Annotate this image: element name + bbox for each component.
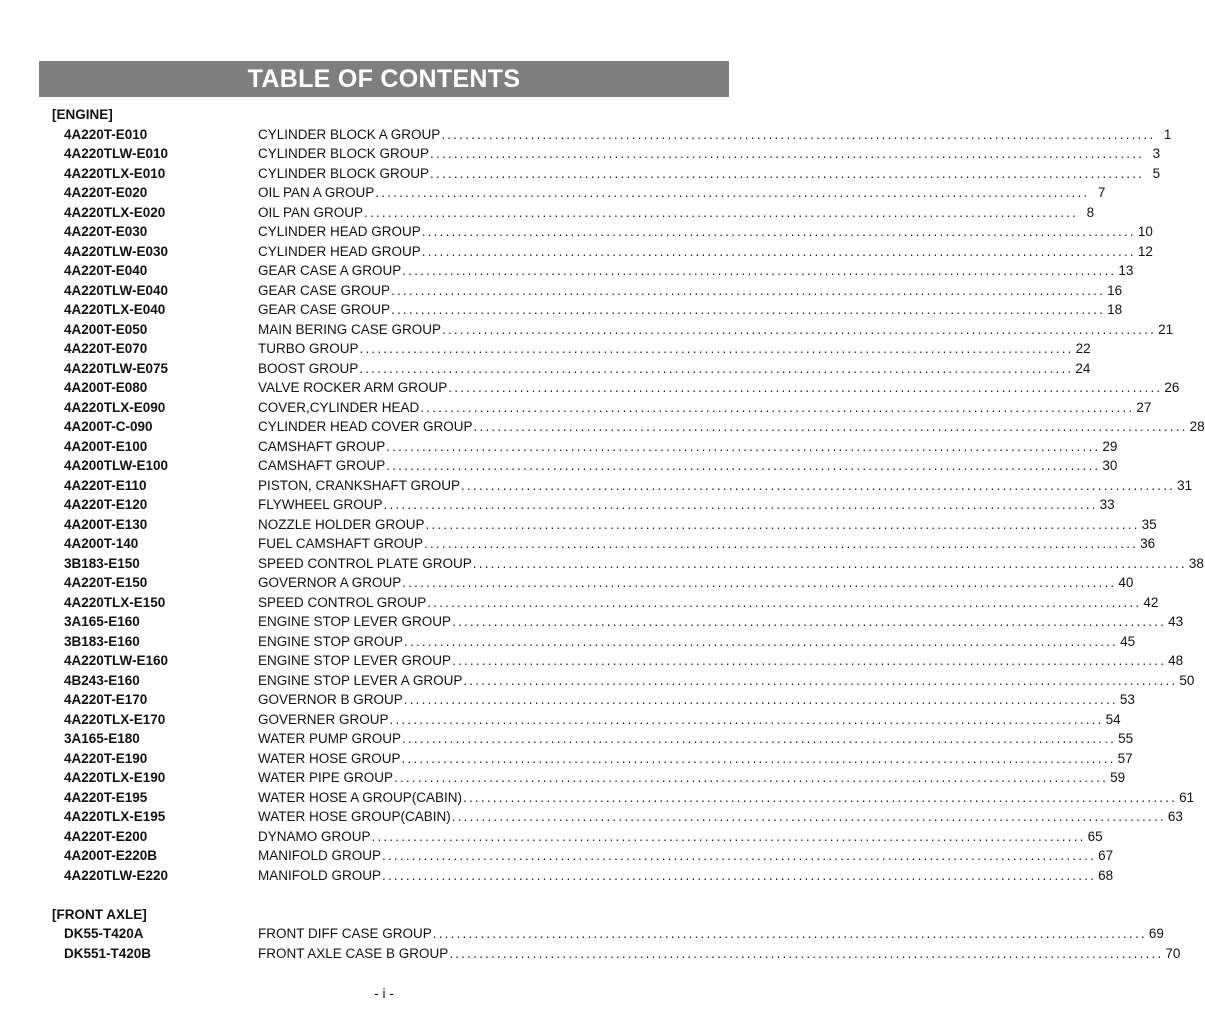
dot-leader: ........................................................................................................................	[452, 614, 1167, 629]
toc-row[interactable]	[0, 671, 1195, 691]
group-name: CYLINDER BLOCK GROUP	[258, 165, 430, 181]
page-number: 35	[1141, 516, 1157, 532]
dot-leader: ........................................................................................................................	[425, 516, 1140, 532]
toc-entry	[258, 807, 1183, 827]
toc-entry	[258, 749, 1133, 769]
page-number: 63	[1167, 809, 1183, 824]
toc-entry	[258, 144, 1161, 164]
toc-entry	[258, 300, 1123, 320]
group-name: BOOST GROUP	[258, 360, 359, 376]
dot-leader: ........................................................................................................................	[441, 126, 1156, 142]
dot-leader: ........................................................................................................................	[359, 360, 1074, 376]
toc-row[interactable]	[0, 398, 1152, 418]
toc-row[interactable]	[0, 593, 1159, 613]
dot-leader: ........................................................................................................................	[424, 536, 1139, 551]
page-number: 40	[1118, 575, 1134, 590]
toc-entry	[258, 944, 1181, 964]
toc-entry	[258, 554, 1204, 574]
dot-leader: ........................................................................................................................	[404, 633, 1119, 649]
page-number: 10	[1137, 224, 1153, 239]
dot-leader: ........................................................................................................................	[382, 867, 1097, 883]
group-name: FRONT DIFF CASE GROUP	[258, 926, 432, 941]
dot-leader: ........................................................................................................................	[421, 243, 1136, 259]
toc-row[interactable]	[0, 339, 1091, 359]
toc-row[interactable]	[0, 495, 1115, 515]
group-name: COVER,CYLINDER HEAD	[258, 399, 420, 415]
group-name: ENGINE STOP LEVER A GROUP	[258, 672, 463, 688]
group-name: ENGINE STOP GROUP	[258, 633, 404, 649]
part-code: 4A200T-E100	[64, 438, 148, 454]
page-number: 48	[1168, 653, 1184, 668]
dot-leader: ........................................................................................................................	[375, 185, 1090, 200]
page-number: 42	[1143, 594, 1159, 610]
dot-leader: ........................................................................................................................	[420, 399, 1135, 415]
group-name: GEAR CASE A GROUP	[258, 263, 402, 278]
group-name: VALVE ROCKER ARM GROUP	[258, 380, 448, 395]
group-name: DYNAMO GROUP	[258, 828, 371, 844]
page-number: 24	[1075, 360, 1091, 376]
part-code: 4A220TLX-E090	[64, 399, 166, 415]
toc-row[interactable]	[0, 359, 1091, 379]
page-number: 50	[1179, 672, 1195, 688]
page-number: 59	[1110, 770, 1126, 785]
part-code: 4A220TLX-E195	[64, 809, 166, 824]
toc-entry	[258, 593, 1159, 613]
part-code: 3B183-E160	[64, 633, 140, 649]
dot-leader: ........................................................................................................................	[461, 477, 1176, 493]
part-code: 4A220T-E200	[64, 828, 148, 844]
dot-leader: ........................................................................................................................	[386, 458, 1101, 473]
dot-leader: ........................................................................................................................	[442, 321, 1157, 337]
page-number: 28	[1189, 419, 1205, 434]
toc-entry	[258, 261, 1134, 281]
part-code: 3B183-E150	[64, 555, 140, 571]
toc-entry	[258, 924, 1164, 944]
part-code: 4A220T-E190	[64, 750, 148, 766]
part-code: 4A200T-E080	[64, 380, 148, 395]
group-name: GOVERNER GROUP	[258, 711, 389, 727]
toc-row[interactable]	[0, 807, 1183, 827]
page-number: 21	[1158, 321, 1174, 337]
part-code: 4A220T-E040	[64, 263, 148, 278]
toc-row[interactable]	[0, 300, 1123, 320]
page-number: 5	[1152, 165, 1161, 181]
page-number: 13	[1118, 263, 1134, 278]
toc-row[interactable]	[0, 846, 1114, 866]
group-name: CAMSHAFT GROUP	[258, 458, 386, 473]
section-heading: [FRONT AXLE]	[52, 906, 147, 922]
group-name: MAIN BERING CASE GROUP	[258, 321, 442, 337]
dot-leader: ........................................................................................................................	[402, 575, 1117, 590]
part-code: 4B243-E160	[64, 672, 140, 688]
part-code: 4A220TLX-E150	[64, 594, 166, 610]
toc-row[interactable]	[0, 944, 1181, 964]
part-code: 4A200T-E130	[64, 516, 148, 532]
group-name: WATER HOSE GROUP	[258, 750, 401, 766]
toc-row[interactable]	[0, 164, 1161, 184]
page-number: 22	[1075, 341, 1091, 356]
dot-leader: ........................................................................................................................	[391, 282, 1106, 298]
dot-leader: ........................................................................................................................	[427, 594, 1142, 610]
part-code: 4A220TLW-E010	[64, 146, 169, 161]
page-number: 53	[1119, 692, 1135, 707]
toc-row[interactable]	[0, 144, 1161, 164]
toc-row[interactable]	[0, 281, 1123, 301]
toc-entry	[258, 768, 1126, 788]
part-code: 4A220TLX-E170	[64, 711, 166, 727]
toc-row[interactable]	[0, 866, 1114, 886]
toc-row[interactable]	[0, 827, 1103, 847]
page-number: 65	[1087, 828, 1103, 844]
page-number: 29	[1102, 438, 1118, 454]
part-code: 4A220T-E030	[64, 224, 148, 239]
toc-row[interactable]	[0, 125, 1172, 145]
page-number: 31	[1177, 477, 1193, 493]
toc-entry	[258, 573, 1134, 593]
part-code: 4A220T-E020	[64, 185, 148, 200]
page-number: 26	[1164, 380, 1180, 395]
group-name: SPEED CONTROL GROUP	[258, 594, 427, 610]
part-code: 4A220T-E150	[64, 575, 148, 590]
toc-entry	[258, 242, 1153, 262]
dot-leader: ........................................................................................................................	[452, 653, 1167, 668]
part-code: 4A200T-140	[64, 536, 139, 551]
page-title: TABLE OF CONTENTS	[247, 64, 521, 93]
toc-entry	[258, 866, 1114, 886]
dot-leader: ........................................................................................................................	[364, 204, 1079, 220]
page-number: 27	[1136, 399, 1152, 415]
page-number: 67	[1098, 848, 1114, 863]
toc-row[interactable]	[0, 573, 1134, 593]
toc-row[interactable]	[0, 768, 1126, 788]
page-number: 54	[1105, 711, 1121, 727]
toc-entry	[258, 534, 1156, 554]
group-name: PISTON, CRANKSHAFT GROUP	[258, 477, 461, 493]
group-name: OIL PAN GROUP	[258, 204, 364, 220]
toc-row[interactable]	[0, 788, 1195, 808]
group-name: GOVERNOR B GROUP	[258, 692, 403, 707]
part-code: 4A220TLX-E020	[64, 204, 166, 220]
toc-entry	[258, 827, 1103, 847]
group-name: ENGINE STOP LEVER GROUP	[258, 653, 452, 668]
dot-leader: ........................................................................................................................	[449, 945, 1164, 961]
part-code: 4A220TLX-E040	[64, 302, 166, 317]
part-code: 4A220T-E170	[64, 692, 148, 707]
page-number: 16	[1107, 282, 1123, 298]
page-number: 30	[1102, 458, 1118, 473]
group-name: WATER HOSE A GROUP(CABIN)	[258, 789, 463, 805]
toc-entry	[258, 378, 1180, 398]
toc-row[interactable]	[0, 378, 1180, 398]
dot-leader: ........................................................................................................................	[430, 165, 1145, 181]
toc-entry	[258, 710, 1121, 730]
toc-entry	[258, 183, 1106, 203]
toc-row[interactable]	[0, 534, 1156, 554]
page-number: 7	[1097, 185, 1106, 200]
toc-entry	[258, 632, 1136, 652]
part-code: 4A220T-E110	[64, 477, 147, 493]
page-number: 43	[1168, 614, 1184, 629]
toc-entry	[258, 515, 1157, 535]
group-name: ENGINE STOP LEVER GROUP	[258, 614, 452, 629]
section-heading: [ENGINE]	[52, 107, 113, 122]
toc-row[interactable]	[0, 222, 1153, 242]
part-code: 4A220T-E010	[64, 126, 148, 142]
dot-leader: ........................................................................................................................	[391, 302, 1106, 317]
toc-entry	[258, 788, 1195, 808]
group-name: TURBO GROUP	[258, 341, 359, 356]
group-name: FUEL CAMSHAFT GROUP	[258, 536, 424, 551]
toc-row[interactable]	[0, 476, 1193, 496]
group-name: GOVERNOR A GROUP	[258, 575, 402, 590]
dot-leader: ........................................................................................................................	[401, 750, 1116, 766]
group-name: CAMSHAFT GROUP	[258, 438, 386, 454]
group-name: FRONT AXLE CASE B GROUP	[258, 945, 449, 961]
group-name: CYLINDER BLOCK GROUP	[258, 146, 430, 161]
dot-leader: ........................................................................................................................	[394, 770, 1109, 785]
part-code: 4A200T-E220B	[64, 848, 158, 863]
toc-row[interactable]	[0, 690, 1135, 710]
group-name: WATER PUMP GROUP	[258, 731, 402, 746]
toc-row[interactable]	[0, 515, 1157, 535]
dot-leader: ........................................................................................................................	[403, 692, 1118, 707]
part-code: DK55-T420A	[64, 926, 144, 941]
group-name: GEAR CASE GROUP	[258, 282, 391, 298]
dot-leader: ........................................................................................................................	[473, 419, 1188, 434]
toc-entry	[258, 612, 1184, 632]
dot-leader: ........................................................................................................................	[386, 438, 1101, 454]
dot-leader: ........................................................................................................................	[448, 380, 1163, 395]
group-name: CYLINDER HEAD GROUP	[258, 243, 421, 259]
group-name: WATER HOSE GROUP(CABIN)	[258, 809, 451, 824]
part-code: 4A220TLX-E190	[64, 770, 166, 785]
toc-entry	[258, 729, 1134, 749]
toc-entry	[258, 417, 1205, 437]
page-number: 55	[1118, 731, 1134, 746]
toc-entry	[258, 125, 1172, 145]
part-code: 4A220TLW-E220	[64, 867, 169, 883]
dot-leader: ........................................................................................................................	[463, 789, 1178, 805]
page-number: 1	[1163, 126, 1172, 142]
part-code: 4A200T-C-090	[64, 419, 153, 434]
toc-row[interactable]	[0, 729, 1134, 749]
part-code: 4A220TLW-E160	[64, 653, 169, 668]
toc-row[interactable]	[0, 183, 1106, 203]
part-code: 4A220TLW-E030	[64, 243, 169, 259]
group-name: CYLINDER HEAD COVER GROUP	[258, 419, 473, 434]
group-name: WATER PIPE GROUP	[258, 770, 394, 785]
toc-row[interactable]	[0, 710, 1121, 730]
dot-leader: ........................................................................................................................	[389, 711, 1104, 727]
part-code: 3A165-E160	[64, 614, 140, 629]
toc-entry	[258, 846, 1114, 866]
group-name: OIL PAN A GROUP	[258, 185, 375, 200]
toc-entry	[258, 339, 1091, 359]
toc-entry	[258, 690, 1135, 710]
page-number: 68	[1098, 867, 1114, 883]
page-number: 70	[1165, 945, 1181, 961]
dot-leader: ........................................................................................................................	[402, 731, 1117, 746]
dot-leader: ........................................................................................................................	[430, 146, 1145, 161]
page-number: 8	[1086, 204, 1095, 220]
toc-entry	[258, 456, 1118, 476]
page-number: 33	[1099, 497, 1115, 512]
group-name: MANIFOLD GROUP	[258, 848, 382, 863]
toc-entry	[258, 281, 1123, 301]
group-name: CYLINDER BLOCK A GROUP	[258, 126, 441, 142]
part-code: 4A220TLX-E010	[64, 165, 166, 181]
toc-entry	[258, 495, 1115, 515]
part-code: 4A200T-E050	[64, 321, 148, 337]
toc-entry	[258, 476, 1193, 496]
toc-entry	[258, 671, 1195, 691]
toc-row[interactable]	[0, 749, 1133, 769]
page-number: 69	[1148, 926, 1164, 941]
toc-entry	[258, 359, 1091, 379]
toc-entry	[258, 222, 1153, 242]
toc-title-bar	[39, 61, 729, 97]
dot-leader: ........................................................................................................................	[472, 555, 1187, 571]
toc-row[interactable]	[0, 242, 1153, 262]
part-code: 4A220T-E120	[64, 497, 148, 512]
page-number: 12	[1137, 243, 1153, 259]
part-code: 4A200TLW-E100	[64, 458, 169, 473]
group-name: CYLINDER HEAD GROUP	[258, 224, 421, 239]
toc-row[interactable]	[0, 651, 1184, 671]
toc-entry	[258, 320, 1174, 340]
group-name: SPEED CONTROL PLATE GROUP	[258, 555, 472, 571]
page-number: 38	[1188, 555, 1204, 571]
dot-leader: ........................................................................................................................	[383, 497, 1098, 512]
toc-row[interactable]	[0, 554, 1204, 574]
toc-row[interactable]	[0, 203, 1095, 223]
page-number: 45	[1120, 633, 1136, 649]
toc-row[interactable]	[0, 320, 1174, 340]
group-name: FLYWHEEL GROUP	[258, 497, 383, 512]
page-number-footer: - i -	[374, 986, 394, 1001]
dot-leader: ........................................................................................................................	[402, 263, 1117, 278]
part-code: 3A165-E180	[64, 731, 140, 746]
part-code: DK551-T420B	[64, 945, 152, 961]
dot-leader: ........................................................................................................................	[382, 848, 1097, 863]
toc-row[interactable]	[0, 261, 1134, 281]
dot-leader: ........................................................................................................................	[463, 672, 1178, 688]
dot-leader: ........................................................................................................................	[359, 341, 1074, 356]
part-code: 4A220T-E070	[64, 341, 148, 356]
toc-entry	[258, 203, 1095, 223]
dot-leader: ........................................................................................................................	[432, 926, 1147, 941]
page-number: 18	[1107, 302, 1123, 317]
dot-leader: ........................................................................................................................	[451, 809, 1166, 824]
page-number: 61	[1179, 789, 1195, 805]
toc-row[interactable]	[0, 456, 1118, 476]
toc-entry	[258, 164, 1161, 184]
page-number: 36	[1140, 536, 1156, 551]
dot-leader: ........................................................................................................................	[421, 224, 1136, 239]
part-code: 4A220TLW-E040	[64, 282, 169, 298]
part-code: 4A220TLW-E075	[64, 360, 169, 376]
toc-entry	[258, 398, 1152, 418]
part-code: 4A220T-E195	[64, 789, 148, 805]
toc-row[interactable]	[0, 612, 1184, 632]
dot-leader: ........................................................................................................................	[371, 828, 1086, 844]
toc-row[interactable]	[0, 417, 1205, 437]
group-name: MANIFOLD GROUP	[258, 867, 382, 883]
toc-entry	[258, 437, 1118, 457]
toc-entry	[258, 651, 1184, 671]
page-number: 57	[1117, 750, 1133, 766]
group-name: GEAR CASE GROUP	[258, 302, 391, 317]
page-number: 3	[1152, 146, 1161, 161]
toc-row[interactable]	[0, 437, 1118, 457]
group-name: NOZZLE HOLDER GROUP	[258, 516, 425, 532]
toc-row[interactable]	[0, 632, 1136, 652]
toc-row[interactable]	[0, 924, 1164, 944]
